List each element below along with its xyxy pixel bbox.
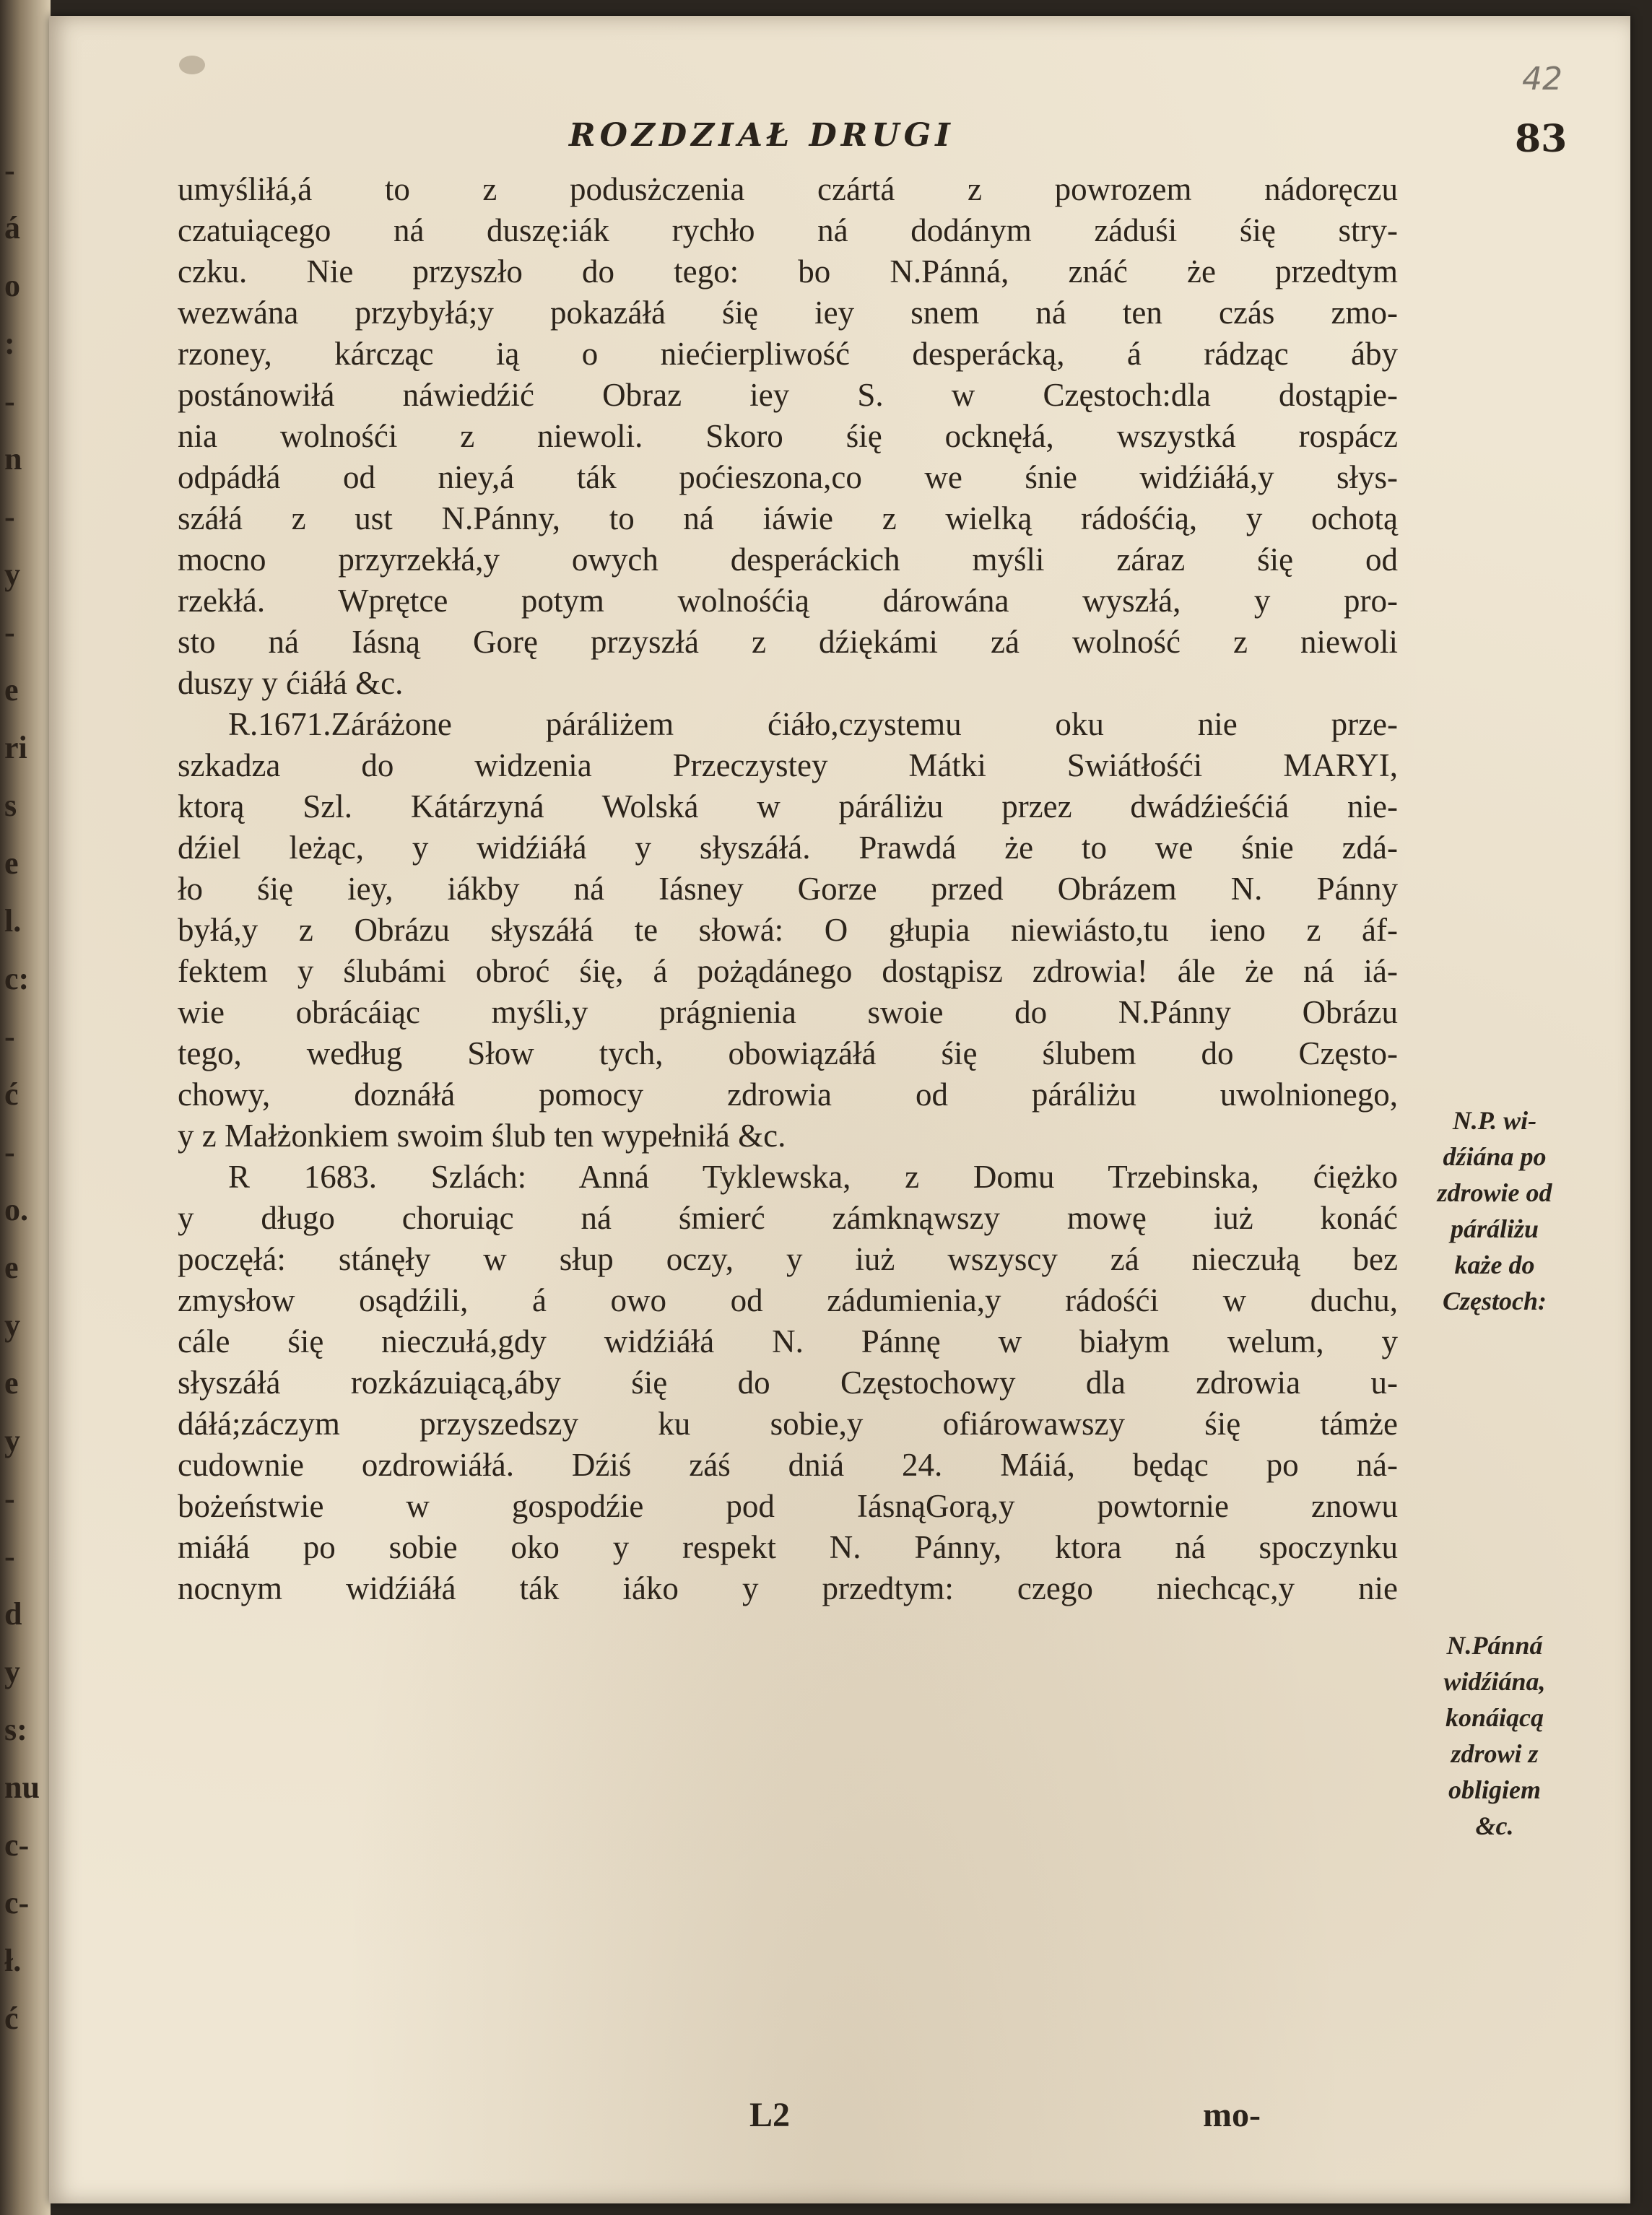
margin-note-line: każe do: [1454, 1250, 1535, 1279]
previous-page-fragment: e: [4, 845, 19, 881]
previous-page-fragment: o.: [4, 1192, 28, 1227]
previous-page-fragment: n: [4, 441, 22, 476]
previous-page-fragment: á: [4, 210, 20, 245]
previous-page-fragment: o: [4, 268, 20, 303]
text-line: umyśliłá,á to z podusżczenia czártá z powrozem nádoręczu: [178, 171, 1398, 207]
text-line: czku. Nie przyszło do tego: bo N.Pánná, znáć że przedtym: [178, 253, 1398, 290]
text-line: wie obrácáiąc myśli,y prágnienia swoie do N.Pánny Obrázu: [178, 994, 1398, 1030]
margin-note-line: dźiána po: [1443, 1142, 1547, 1171]
text-line: chowy, doznáłá pomocy zdrowia od páráliżu uwolnionego,: [178, 1076, 1398, 1113]
previous-page-fragment: c:: [4, 961, 30, 996]
margin-note-line: páráliżu: [1450, 1214, 1539, 1243]
previous-page-fragment: s: [4, 788, 17, 823]
text-line: bożeństwie w gospodźie pod IásnąGorą,y powtornie znowu: [178, 1488, 1398, 1524]
margin-note-line: zdrowi z: [1451, 1739, 1539, 1768]
text-line: czatuiącego ná duszę:iák rychło ná dodánym záduśi śię stry-: [178, 212, 1398, 248]
previous-page-fragment: d: [4, 1596, 22, 1632]
previous-page-fragment: ri: [4, 730, 27, 765]
margin-note-line: widźiána,: [1443, 1667, 1546, 1696]
text-line: fektem y ślubámi obroć śię, á pożądánego dostąpisz zdrowia! ále że ná iá-: [178, 953, 1398, 989]
text-line: nocnym widźiáłá ták iáko y przedtym: czego niechcąc,y nie: [178, 1570, 1398, 1606]
previous-page-fragment: -: [4, 614, 15, 650]
margin-note-line: konáiącą: [1445, 1703, 1544, 1732]
previous-page-fragment: ć: [4, 1076, 19, 1112]
page-number: 83: [1515, 117, 1568, 161]
text-line: száłá z ust N.Pánny, to ná iáwie z wielką rádośćią, y ochotą: [178, 500, 1398, 536]
previous-page-fragment: -: [4, 499, 15, 534]
margin-note-line: Częstoch:: [1443, 1287, 1547, 1315]
margin-note-line: N.Pánná: [1446, 1631, 1543, 1660]
text-line: R.1671.Záráżone páráliżem ćiáło,czystemu oku nie prze-: [228, 706, 1398, 742]
text-line: wezwána przybyłá;y pokazáłá śię iey snem ná ten czás zmo-: [178, 295, 1398, 331]
text-line: słyszáłá rozkázuiącą,áby śię do Częstochowy dla zdrowia u-: [178, 1365, 1398, 1401]
text-line: y długo choruiąc ná śmierć zámknąwszy mowę iuż konáć: [178, 1200, 1398, 1236]
text-line: byłá,y z Obrázu słyszáłá te słowá: O głupia niewiásto,tu ieno z áf-: [178, 912, 1398, 948]
book-page: [49, 16, 1630, 2203]
previous-page-fragment: -: [4, 1539, 15, 1574]
signature-mark: L2: [749, 2096, 791, 2134]
text-line: cudownie ozdrowiáłá. Dźiś záś dniá 24. Máiá, będąc po ná-: [178, 1447, 1398, 1483]
margin-note-line: zdrowie od: [1437, 1178, 1552, 1207]
text-line: dáłá;záczym przyszedszy ku sobie,y ofiárowawszy śię támże: [178, 1406, 1398, 1442]
previous-page-fragment: c-: [4, 1885, 30, 1920]
previous-page-fragment: e: [4, 1250, 19, 1285]
running-head: ROZDZIAŁ DRUGI: [569, 117, 955, 154]
text-line: postánowiłá náwiedźić Obraz iey S. w Częstoch:dla dostąpie-: [178, 377, 1398, 413]
previous-page-fragment: -: [4, 383, 15, 419]
margin-note-line: &c.: [1475, 1811, 1514, 1840]
previous-page-fragment: -: [4, 152, 15, 188]
text-line: mocno przyrzekłá,y owych desperáckich myśli záraz śię od: [178, 541, 1398, 578]
margin-note-line: obligiem: [1448, 1775, 1541, 1804]
previous-page-fragment: y: [4, 557, 20, 592]
text-line: nia wolnośći z niewoli. Skoro śię ocknęłá, wszystká rospácz: [178, 418, 1398, 454]
previous-page-fragment: l.: [4, 903, 22, 939]
previous-page-fragment: ć: [4, 2001, 19, 2036]
text-line: miáłá po sobie oko y respekt N. Pánny, ktora ná spoczynku: [178, 1529, 1398, 1565]
text-line: zmysłow osądźili, á owo od zádumienia,y rádośći w duchu,: [178, 1282, 1398, 1318]
paper-hole: [179, 56, 205, 74]
margin-note-dying: [1408, 1627, 1581, 1844]
previous-page-fragment: s:: [4, 1712, 27, 1747]
previous-page-fragment: y: [4, 1423, 20, 1458]
text-line: ło śię iey, iákby ná Iásney Gorze przed Obrázem N. Pánny: [178, 871, 1398, 907]
previous-page-fragment: y: [4, 1654, 20, 1689]
margin-note-paralysis: [1408, 1102, 1581, 1319]
text-line: odpádłá od niey,á ták poćieszona,co we śnie widźiáłá,y słys-: [178, 459, 1398, 495]
previous-page-fragment: -: [4, 1134, 15, 1170]
previous-page-fragment: c-: [4, 1827, 30, 1863]
previous-page-fragment: -: [4, 1019, 15, 1054]
previous-page-fragment: e: [4, 672, 19, 708]
main-text-block: [178, 169, 1398, 1609]
previous-page-edge: [0, 0, 51, 2215]
previous-page-fragment: e: [4, 1365, 19, 1401]
text-line: dźiel leżąc, y widźiáłá y słyszáłá. Prawdá że to we śnie zdá-: [178, 830, 1398, 866]
text-line: y z Małżonkiem swoim ślub ten wypełniłá &c.: [178, 1118, 786, 1154]
catchword: mo-: [1203, 2096, 1261, 2134]
previous-page-fragment: :: [4, 326, 15, 361]
pencil-folio-number: 42: [1522, 61, 1562, 97]
text-line: duszy y ćiáłá &c.: [178, 665, 404, 701]
text-line: cále śię nieczułá,gdy widźiáłá N. Pánnę w białym welum, y: [178, 1323, 1398, 1359]
previous-page-fragment: -: [4, 1481, 15, 1516]
text-line: sto ná Iásną Gorę przyszłá z dźiękámi zá wolność z niewoli: [178, 624, 1398, 660]
text-line: rzekłá. Wprętce potym wolnośćią dárowána wyszłá, y pro-: [178, 583, 1398, 619]
text-line: R 1683. Szlách: Anná Tyklewska, z Domu Trzebinska, ćiężko: [228, 1159, 1398, 1195]
previous-page-fragment: nu: [4, 1770, 40, 1805]
margin-note-line: N.P. wi-: [1452, 1106, 1537, 1135]
text-line: rzoney, kárcząc ią o niećierpliwość desperácką, á rádząc áby: [178, 336, 1398, 372]
text-line: szkadza do widzenia Przeczystey Mátki Swiátłośći MARYI,: [178, 747, 1398, 783]
text-line: poczęłá: stánęły w słup oczy, y iuż wszyscy zá nieczułą bez: [178, 1241, 1398, 1277]
previous-page-fragment: y: [4, 1307, 20, 1343]
previous-page-fragment: ł.: [4, 1943, 22, 1978]
text-line: ktorą Szl. Kátárzyná Wolská w páráliżu przez dwádźieśćiá nie-: [178, 788, 1398, 824]
text-line: tego, według Słow tych, obowiązáłá śię ślubem do Często-: [178, 1035, 1398, 1071]
